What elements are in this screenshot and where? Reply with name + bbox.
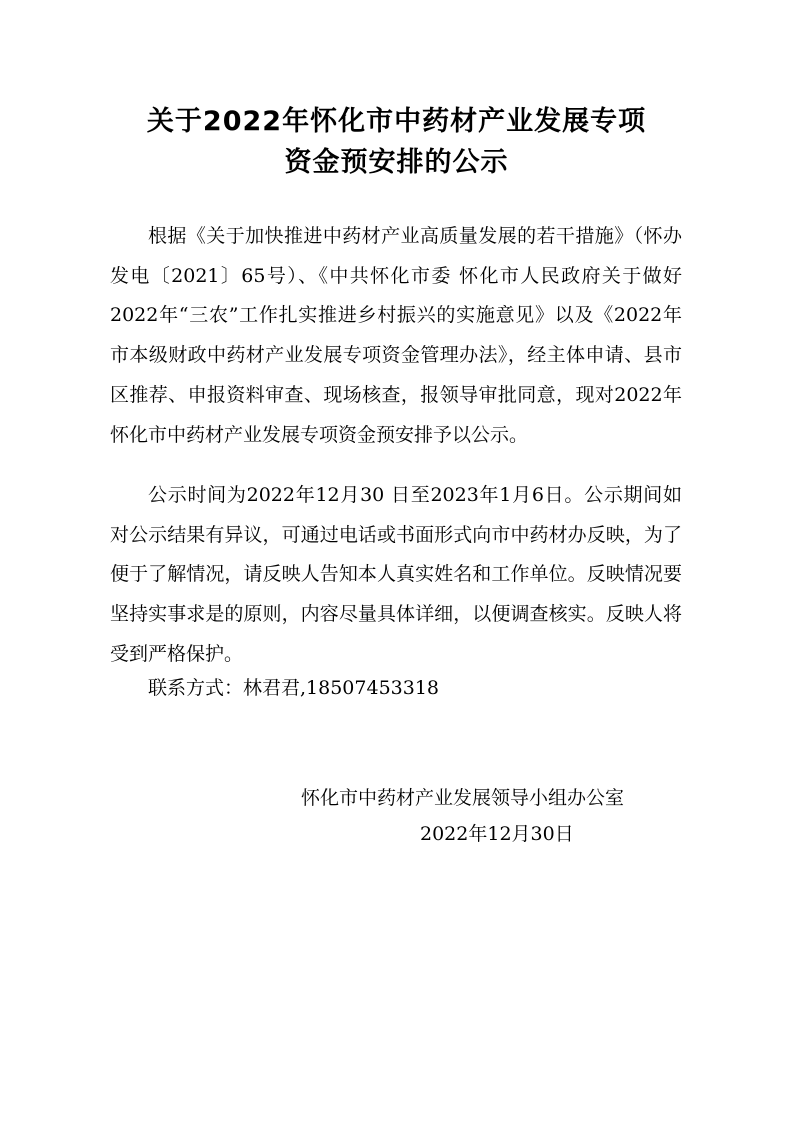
document-title-line-1: 关于2022年怀化市中药材产业发展专项 bbox=[146, 106, 647, 137]
document-title-line-2: 资金预安排的公示 bbox=[284, 147, 509, 178]
issuing-organization: 怀化市中药材产业发展领导小组办公室 bbox=[301, 787, 625, 809]
body-paragraph-publicity-period bbox=[110, 476, 682, 675]
contact-info: 联系方式：林君君,18507453318 bbox=[148, 677, 440, 699]
body-paragraph-basis bbox=[110, 217, 682, 455]
issue-date: 2022年12月30日 bbox=[420, 823, 574, 845]
body-paragraph-contact bbox=[110, 669, 682, 709]
paragraph-text: 根据《关于加快推进中药材产业高质量发展的若干措施》（怀办发电〔2021〕65号）、《中共怀化市委 怀化市人民政府关于做好2022年“三农”工作扎实推进乡村振兴的实施意见》以及《2022年市本级财政中药材产业发展专项资金管理办法》，经主体申请、县市区推荐、申报资料审查、现场核查，报领导审批同意，现对2022年怀化市中药材产业发展专项资金预安排予以公示。 bbox=[110, 225, 682, 446]
paragraph-text: 公示时间为2022年12月30 日至2023年1月6日。公示期间如对公示结果有异议，可通过电话或书面形式向市中药材办反映，为了便于了解情况，请反映人告知本人真实姓名和工作单位。反映情况要坚持实事求是的原则，内容尽量具体详细，以便调查核实。反映人将受到严格保护。 bbox=[110, 484, 682, 665]
